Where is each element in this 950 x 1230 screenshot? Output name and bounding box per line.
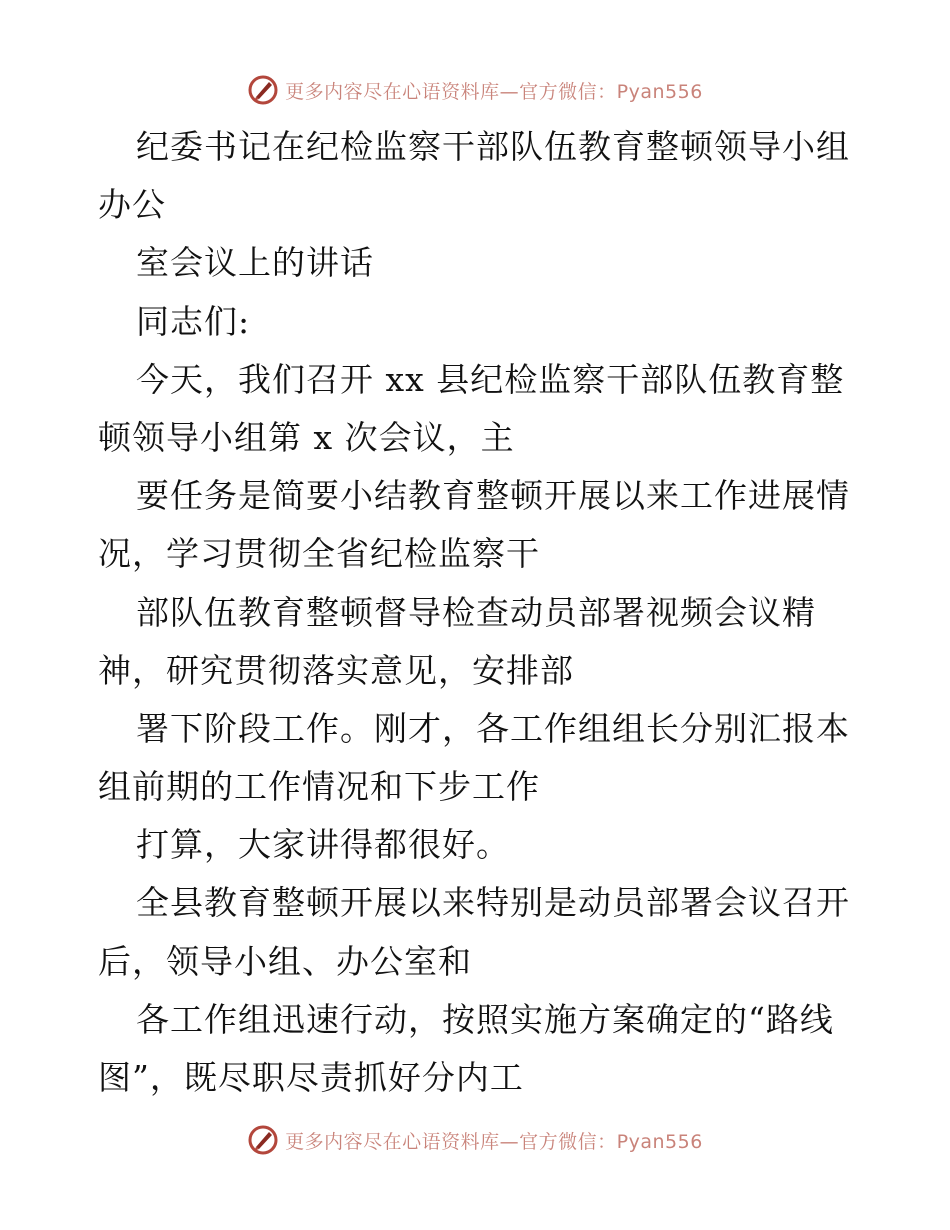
text-line: 各工作组迅速行动，按照实施方案确定的“路线 (136, 999, 834, 1039)
quill-pen-logo-icon (247, 1124, 279, 1156)
text-line: 全县教育整顿开展以来特别是动员部署会议召开 (136, 883, 850, 923)
header-watermark (0, 70, 950, 110)
footer-watermark (0, 1120, 950, 1160)
text-line: 要任务是简要小结教育整顿开展以来工作进展情 (136, 476, 850, 516)
text-line: 室会议上的讲话 (136, 243, 374, 283)
watermark-text: 更多内容尽在心语资料库—官方微信：Pyan556 (285, 80, 703, 103)
text-line: 部队伍教育整顿督导检查动员部署视频会议精 (136, 592, 816, 632)
text-line: 署下阶段工作。刚才，各工作组组长分别汇报本 (136, 708, 850, 748)
document-body (98, 118, 858, 1107)
quill-pen-logo-icon (247, 74, 279, 106)
text-line: 顿领导小组第 x 次会议，主 (98, 417, 515, 457)
text-line: 同志们: (136, 301, 251, 341)
text-line: 纪委书记在纪检监察干部队伍教育整顿领导小组 (136, 127, 850, 166)
text-line: 打算，大家讲得都很好。 (136, 825, 510, 865)
text-line: 组前期的工作情况和下步工作 (98, 767, 540, 807)
text-line: 图”，既尽职尽责抓好分内工 (98, 1058, 524, 1097)
text-line: 今天，我们召开 xx 县纪检监察干部队伍教育整 (136, 359, 845, 399)
text-line: 后，领导小组、办公室和 (98, 941, 472, 981)
text-line: 办公 (98, 185, 166, 225)
watermark-text: 更多内容尽在心语资料库—官方微信：Pyan556 (285, 1130, 703, 1153)
text-line: 神，研究贯彻落实意见，安排部 (98, 650, 574, 690)
text-line: 况，学习贯彻全省纪检监察干 (98, 534, 540, 574)
